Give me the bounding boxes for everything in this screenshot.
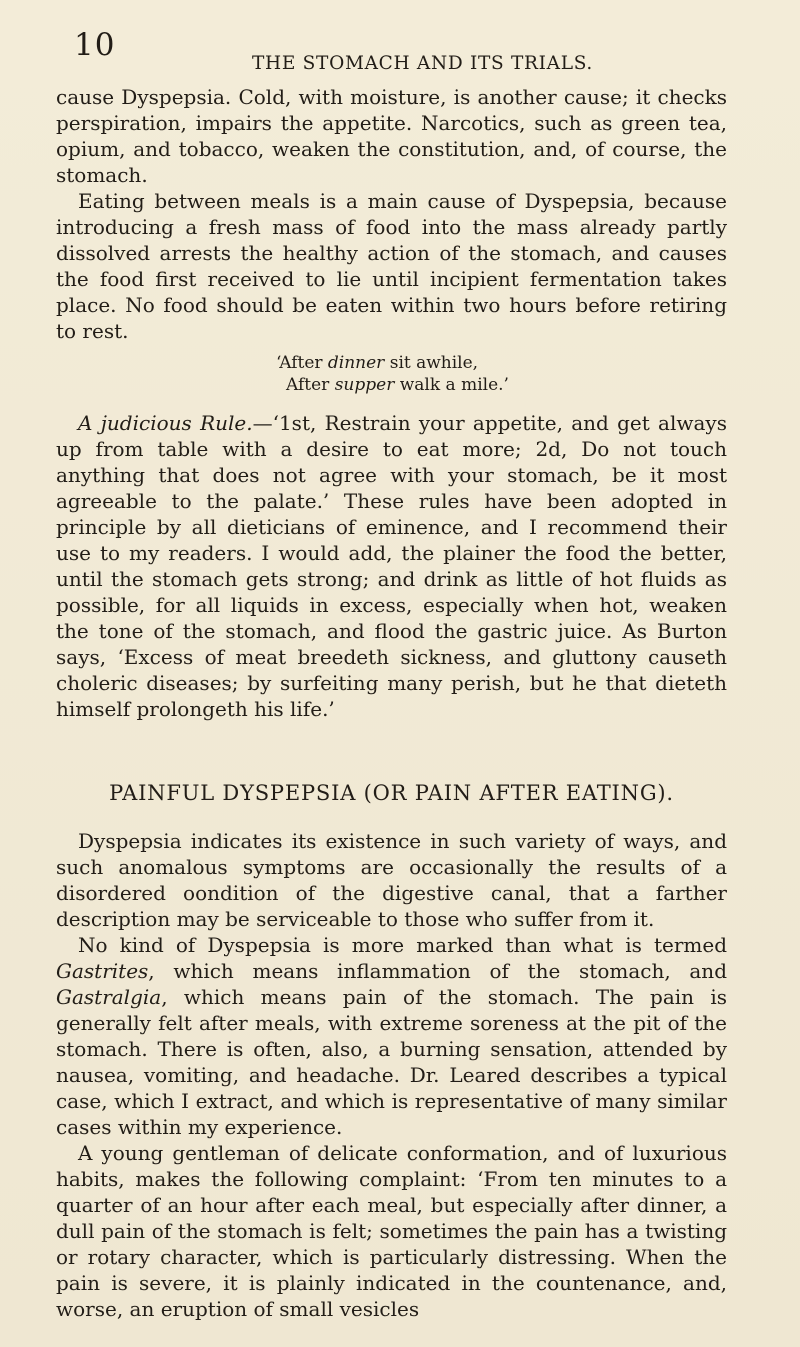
paragraph-dyspepsia-indicates: Dyspepsia indicates its existence in such variety of ways, and such anomalous symptoms are occasionally the results of a disordered oondition of the digestive canal, that a farther description may be serviceable to those who suffer from it. (56, 829, 727, 931)
paragraph-judicious-rule: A judicious Rule.—‘1st, Restrain your appetite, and get always up from table with a desire to eat more; 2d, Do not touch anything that does not agree with your stomach, be it most agreeable to the palate.’ These rules have been adopted in principle by all dieticians of eminence, and I recommend their use to my readers. I would add, the plainer the food the better, until the stomach gets strong; and drink as little of hot fluids as possible, for all liquids in excess, especially when hot, weaken the tone of the stomach, and flood the gastric juice. As Burton says, ‘Excess of meat breedeth sickness, and gluttony causeth choleric diseases; by surfeiting many perish, but he that dieteth himself prolongeth his life.’ (56, 411, 727, 721)
judicious-rule-title: A judicious Rule. (78, 411, 253, 435)
verse-line-2: After supper walk a mile.’ (286, 375, 509, 395)
verse-emphasis-dinner: dinner (327, 353, 385, 373)
running-head: THE STOMACH AND ITS TRIALS. (252, 53, 593, 74)
paragraph-gastrites: No kind of Dyspepsia is more marked than what is termed Gastrites, which means inflammation of the stomach, and Gastralgia, which means pain of the stomach. The pain is generally felt after meals, with extreme soreness at the pit of the stomach. There is often, also, a burning sensation, attended by nausea, vomiting, and headache. Dr. Leared describes a typical case, which I extract, and which is representative of many similar cases within my experience. (56, 933, 727, 1139)
paragraph-eating-between-meals: Eating between meals is a main cause of Dyspepsia, because introducing a fresh mass of food into the mass already partly dissolved arrests the healthy action of the stomach, and causes the food first received to lie until incipient fermentation takes place. No food should be eaten within two hours before retiring to rest. (56, 189, 727, 343)
page-number: 10 (74, 27, 116, 63)
verse-line-1: ‘After dinner sit awhile, (276, 353, 479, 373)
paragraph-causes: cause Dyspepsia. Cold, with moisture, is another cause; it checks perspiration, impairs the appetite. Narcotics, such as green tea, opium, and tobacco, weaken the constitution, and, of course, the stomach. (56, 85, 727, 187)
paragraph-young-gentleman: A young gentleman of delicate conformation, and of luxurious habits, makes the following complaint: ‘From ten minutes to a quarter of an hour after each meal, but especially after dinner, a dull pain of the stomach is felt; sometimes the pain has a twisting or rotary character, which is particularly distressing. When the pain is severe, it is plainly indicated in the countenance, and, worse, an eruption of small vesicles (56, 1141, 727, 1321)
page-body (56, 84, 727, 1322)
term-gastrites: Gastrites (56, 959, 149, 983)
verse-quote (276, 352, 566, 396)
verse-emphasis-supper: supper (334, 375, 395, 395)
term-gastralgia: Gastralgia (56, 985, 162, 1009)
section-heading: PAINFUL DYSPEPSIA (OR PAIN AFTER EATING). (109, 781, 674, 805)
